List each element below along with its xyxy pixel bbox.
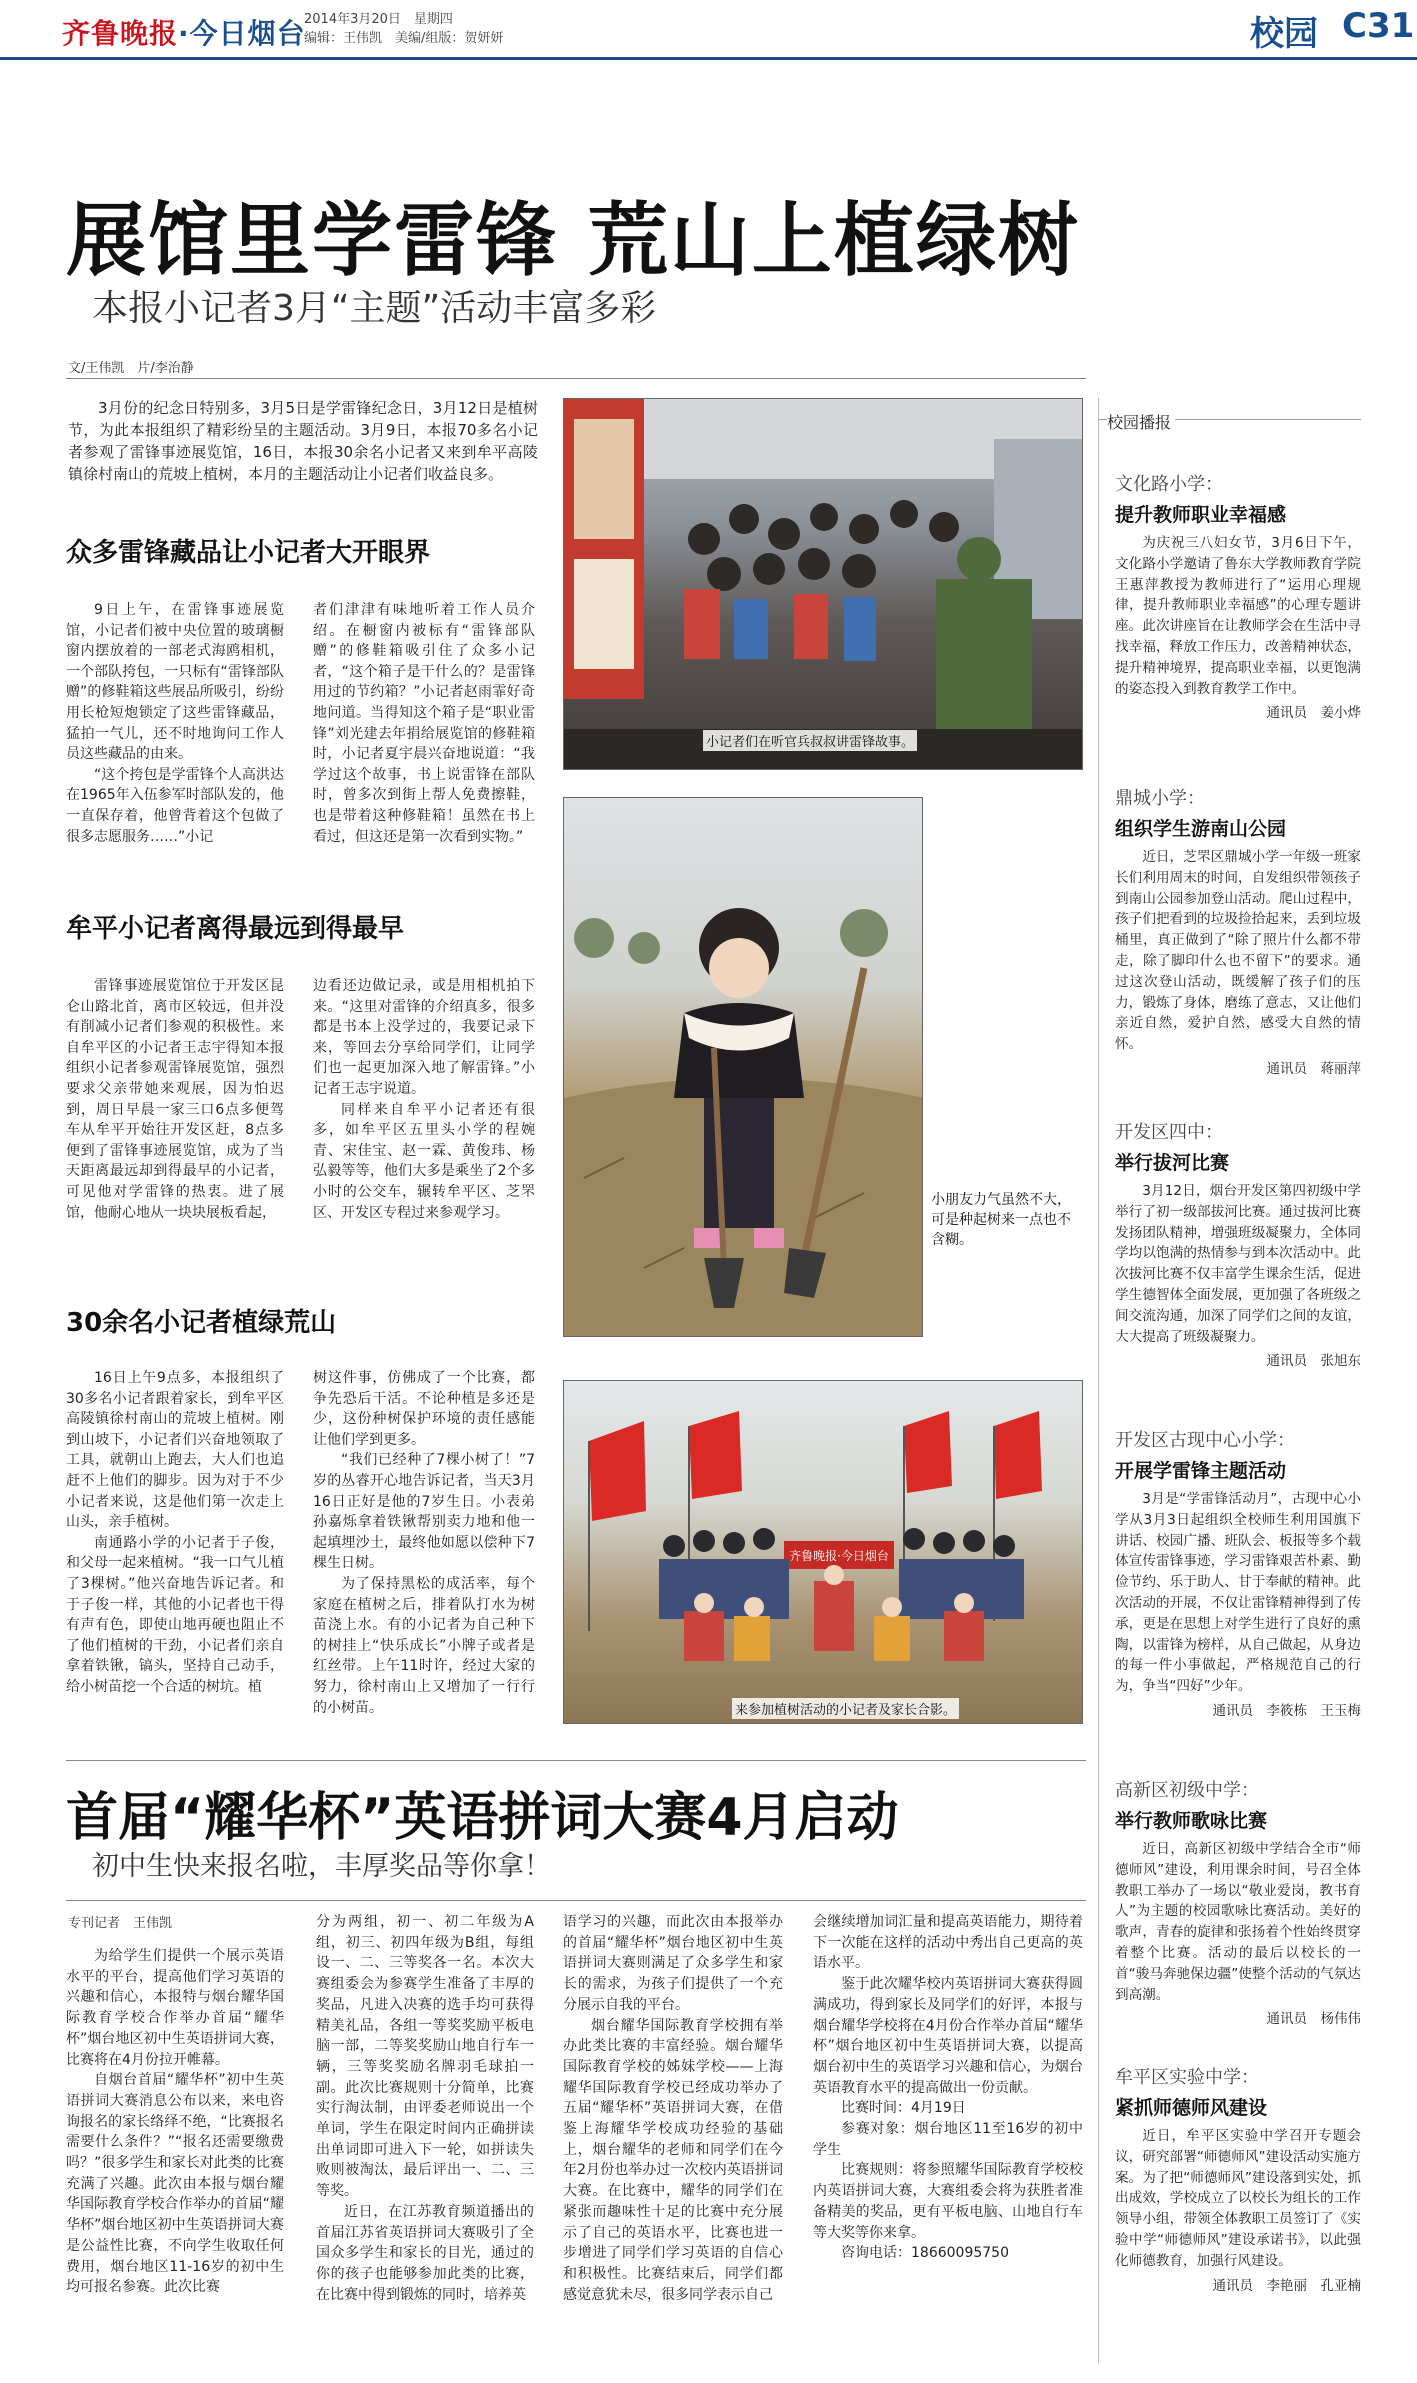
sidebar-item-title: 举行拔河比赛 xyxy=(1115,1152,1230,1174)
sidebar-item-author: 通讯员 蒋丽萍 xyxy=(1266,1060,1361,1077)
sidebar-item-school: 文化路小学： xyxy=(1115,474,1223,495)
sidebar-item-text: 3月是“学雷锋活动月”，古现中心小学从3月3日起组织全校师生利用国旗下讲话、校园广播、班队会、板报等多个载体宣传雷锋事迹，学习雷锋艰苦朴素、勤俭节约、乐于助人、甘于奉献的精神。此次活动的开展，不仅让雷锋精神得到了传承，更是在思想上对学生进行了良好的熏陶，以雷锋为榜样，从自己做起，从身边的每一件小事做起，严格规范自己的行为，争当“四好”少年。 xyxy=(1115,1491,1361,1695)
second-headline: 首届“耀华杯”英语拼词大赛4月启动 xyxy=(66,1788,899,1848)
contest-time: 比赛时间：4月19日 xyxy=(841,2100,966,2117)
photo-girl-planting xyxy=(563,797,923,1337)
divider xyxy=(66,1760,1086,1761)
page-header xyxy=(0,0,1417,60)
sidebar-item-text: 近日，芝罘区鼎城小学一年级一班家长们利用周末的时间，自发组织带领孩子到南山公园参加登山活动。爬山过程中，孩子们把看到的垃圾捡拾起来，丢到垃圾桶里，真正做到了“除了照片什么都不带走，除了脚印什么也不留下”的要求。通过这次登山活动，既缓解了孩子们的压力，锻炼了身体，磨练了意志，又让他们亲近自然，爱护自然，感受大自然的情怀。 xyxy=(1115,849,1361,1053)
article-2-column-1: 为给学生们提供一个展示英语水平的平台，提高他们学习英语的兴趣和信心，本报特与烟台耀华国际教育学校合作举办首届“耀华杯”烟台地区初中生英语拼词大赛，比赛将在4月份拉开帷幕。 自烟台首届“耀华杯”初中生英语拼词大赛消息公布以来，来电咨询报名的家长络绎不绝，“比赛报名需要什么条件？”“报名还需要缴费吗？”很多学生和家长对此类的比赛充满了兴趣。此次由本报与烟台耀华国际教育学校合作举办的首届“耀华杯”烟台地区初中生英语拼词大赛是公益性比赛，不向学生收取任何费用，烟台地区11-16岁的初中生均可报名参赛。此次比赛 xyxy=(66,1948,284,2296)
sidebar-item-title: 开展学雷锋主题活动 xyxy=(1115,1460,1287,1482)
article-2-column-3: 语学习的兴趣，而此次由本报举办的首届“耀华杯”烟台地区初中生英语拼词大赛则满足了众多学生和家长的需求，为孩子们提供了一个充分展示自我的平台。 烟台耀华国际教育学校拥有举办此类比赛的丰富经验。烟台耀华国际教育学校的姊妹学校——上海耀华国际教育学校已经成功举办了五届“耀华杯”英语拼词大赛，在借鉴上海耀华学校成功经验的基础上，烟台耀华的老师和同学们在今年2月份也举办过一次校内英语拼词大赛。在比赛中，耀华的同学们在紧张而趣味性十足的比赛中充分展示了自己的英语水平，比赛也进一步增进了同学们学习英语的自信心和积极性。比赛结束后，同学们都感觉意犹未尽，很多同学表示自己 xyxy=(563,1914,783,2303)
contest-target: 参赛对象：烟台地区11至16岁的初中学生 xyxy=(813,2121,1083,2158)
sidebar-item-title: 组织学生游南山公园 xyxy=(1115,818,1287,840)
sidebar-item-school: 牟平区实验中学： xyxy=(1115,2067,1259,2088)
editor-credits: 编辑：王伟凯 美编/组版：贺妍妍 xyxy=(304,31,504,46)
second-subheadline: 初中生快来报名啦，丰厚奖品等你拿！ xyxy=(92,1851,551,1882)
page-number: C31 xyxy=(1342,6,1415,46)
sidebar-item xyxy=(1115,784,1361,1077)
photo-exhibition xyxy=(563,398,1083,770)
sidebar-item-school: 鼎城小学： xyxy=(1115,788,1205,809)
article-2-column-4: 会继续增加词汇量和提高英语能力，期待着下一次能在这样的活动中秀出自己更高的英语水平。 鉴于此次耀华校内英语拼词大赛获得圆满成功，得到家长及同学们的好评，本报与烟台耀华学校将在4月份合作举办首届“耀华杯”烟台地区初中生英语拼词大赛，以提高烟台初中生的英语学习兴趣和信心，为烟台英语教育水平的提高做出一份贡献。 比赛时间：4月19日 参赛对象：烟台地区11至16岁的初中学生 比赛规则：将参照耀华国际教育学校校内英语拼词大赛，大赛组委会将为获胜者准备精美的奖品，更有平板电脑、山地自行车等大奖等你来拿。 咨询电话：18660095750 xyxy=(813,1912,1083,2366)
header-meta xyxy=(304,10,503,48)
sidebar-item-author: 通讯员 李筱栋 王玉梅 xyxy=(1212,1702,1361,1719)
campus-news-sidebar xyxy=(1098,398,1360,2363)
contest-rules: 比赛规则：将参照耀华国际教育学校校内英语拼词大赛，大赛组委会将为获胜者准备精美的奖品，更有平板电脑、山地自行车等大奖等你来拿。 xyxy=(813,2162,1083,2241)
sidebar-item-school: 开发区四中： xyxy=(1115,1122,1223,1143)
contact-phone: 咨询电话：18660095750 xyxy=(841,2245,1009,2262)
sidebar-item-author: 通讯员 张旭东 xyxy=(1266,1353,1361,1370)
sidebar-item-author: 通讯员 姜小烨 xyxy=(1266,705,1361,722)
section-3-column-1: 16日上午9点多，本报组织了30多名小记者跟着家长，到牟平区高陵镇徐村南山的荒坡上植树。刚到山坡下，小记者们兴奋地领取了工具，就朝山上跑去，大人们也追赶不上他们的脚步。因为对于不少小记者来说，这是他们第一次走上山头，亲手植树。 南通路小学的小记者于子俊，和父母一起来植树。“我一口气儿植了3棵树。”他兴奋地告诉记者。和于子俊一样，其他的小记者也干得有声有色，即使山地再硬也阻止不了他们植树的干劲，小记者们亲自拿着铁锹，镐头，坚持自己动手，给小树苗挖一个合适的树坑。植 xyxy=(66,1370,284,1695)
article-2-column-2: 分为两组，初一、初二年级为A组，初三、初四年级为B组，每组设一、二、三等奖各一名。本次大赛组委会为参赛学生准备了丰厚的奖品，凡进入决赛的选手均可获得精美礼品，各组一等奖奖励平板电脑一部，二等奖奖励山地自行车一辆，三等奖奖励名牌羽毛球拍一副。此次比赛规则十分简单，比赛实行淘汰制，由评委老师说出一个单词，学生在限定时间内正确拼读出单词即可进入下一轮，如拼读失败则被淘汰，最后评出一、二、三等奖。 近日，在江苏教育频道播出的首届江苏省英语拼词大赛吸引了全国众多学生和家长的目光，通过的你的孩子也能够参加此类的比赛，在比赛中得到锻炼的同时，培养英 xyxy=(316,1914,534,2303)
section-2-column-2: 边看还边做记录，或是用相机拍下来。“这里对雷锋的介绍真多，很多都是书本上没学过的，我要记录下来，等回去分享给同学们，让同学们也一起更加深入地了解雷锋。”小记者王志宇说道。 同样来自牟平小记者还有很多，如牟平区五里头小学的程婉青、宋佳宝、赵一霖、黄俊玮、杨弘毅等等，他们大多是乘坐了2个多小时的公交车，辗转牟平区、芝罘区、开发区专程过来参观学习。 xyxy=(313,978,535,1221)
sidebar-item xyxy=(1115,1776,1361,2027)
sidebar-item xyxy=(1115,1426,1361,1719)
sidebar-item-text: 3月12日，烟台开发区第四初级中学举行了初一级部拔河比赛。通过拔河比赛发扬团队精神，增强班级凝聚力，全体同学均以饱满的热情参与到本次活动中。此次拔河比赛不仅丰富学生课余生活，促进学生德智体全面发展，更加强了各班级之间交流沟通，加深了同学们之间的友谊，大大提高了班级凝聚力。 xyxy=(1115,1183,1361,1345)
sidebar-item-text: 为庆祝三八妇女节，3月6日下午，文化路小学邀请了鲁东大学教师教育学院王惠萍教授为教师进行了“运用心理规律，提升教师职业幸福感”的心理专题讲座。此次讲座旨在让教师学会在生活中寻找幸福，释放工作压力，改善精神状态，提升精神境界，提高职业幸福，以更饱满的姿态投入到教育教学工作中。 xyxy=(1115,535,1361,697)
section-2-column-1: 雷锋事迹展览馆位于开发区昆仑山路北首，离市区较远，但并没有削减小记者们参观的积极性。来自牟平区的小记者王志宇得知本报组织小记者参观雷锋展览馆，强烈要求父亲带她来观展，因为怕迟到，周日早晨一家三口6点多便驾车从牟平开始往开发区赶，8点多便到了雷锋事迹展览馆，成为了当天距离最远却到得最早的小记者，可见他对学雷锋的热衷。进了展馆，他耐心地从一块块展板看起， xyxy=(66,978,284,1221)
sidebar-item xyxy=(1115,2063,1361,2294)
sidebar-item-text: 近日，高新区初级中学结合全市“师德师风”建设，利用课余时间，号召全体教职工举办了一场以“敬业爱岗，教书育人”为主题的校园歌咏比赛活动。美好的歌声，青春的旋律和张扬着个性始终贯穿着整个比赛。活动的最后以校长的一首“骏马奔驰保边疆”使整个活动的气氛达到高潮。 xyxy=(1115,1841,1361,2003)
section-heading-2: 牟平小记者离得最远到得最早 xyxy=(66,914,405,944)
sidebar-item-author: 通讯员 李艳丽 孔亚楠 xyxy=(1212,2277,1361,2294)
byline: 文/王伟凯 片/李治静 xyxy=(68,361,194,376)
group-photo-banner: 齐鲁晚报·今日烟台 xyxy=(789,1549,889,1563)
divider xyxy=(66,378,1086,379)
sidebar-item-school: 开发区古现中心小学： xyxy=(1115,1430,1295,1451)
section-name: 校园 xyxy=(1250,14,1318,54)
sidebar-item-title: 举行教师歌咏比赛 xyxy=(1115,1810,1268,1832)
photo-exhibition-caption: 小记者们在听官兵叔叔讲雷锋故事。 xyxy=(703,730,917,751)
newspaper-brand: 齐鲁晚报·今日烟台 xyxy=(62,17,306,50)
photo-girl-caption: 小朋友力气虽然不大，可是种起树来一点也不含糊。 xyxy=(931,1192,1071,1248)
section-1-column-1: 9日上午，在雷锋事迹展览馆，小记者们被中央位置的玻璃橱窗内摆放着的一部老式海鸥相机，一个部队挎包，一只标有“雷锋部队赠”的修鞋箱这些展品所吸引，纷纷用长枪短炮锁定了这些雷锋藏品，猛拍一气儿，还不时地询问工作人员这些藏品的由来。 “这个挎包是学雷锋个人高洪达在1965年入伍参军时部队发的，他一直保存着，他曾背着这个包做了很多志愿服务……”小记 xyxy=(66,602,284,845)
sidebar-item-text: 近日，牟平区实验中学召开专题会议，研究部署“师德师风”建设活动实施方案。为了把“师德师风”建设落到实处，抓出成效，学校成立了以校长为组长的工作领导小组，带领全体教职工员签订了《实验中学“师德师风”建设承诺书》，以此强化师德教育，加强行风建设。 xyxy=(1115,2128,1361,2269)
photo-group xyxy=(563,1380,1083,1724)
main-subheadline: 本报小记者3月“主题”活动丰富多彩 xyxy=(92,288,657,329)
section-3-column-2: 树这件事，仿佛成了一个比赛，都争先恐后干活。不论种植是多还是少，这份种树保护环境的责任感能让他们学到更多。 “我们已经种了7棵小树了！”7岁的丛睿开心地告诉记者，当天3月16日正好是他的7岁生日。小表弟孙嘉烁拿着铁锹帮别卖力地和他一起填埋沙土，最终他如愿以偿种下7棵生日树。 为了保持黑松的成活率，每个家庭在植树之后，排着队打水为树苗浇上水。有的小记者为自己种下的树挂上“快乐成长”小牌子或者是红丝带。上午11时许，经过大家的努力，徐村南山上又增加了一行行的小树苗。 xyxy=(313,1370,535,1716)
lead-paragraph: 3月份的纪念日特别多，3月5日是学雷锋纪念日，3月12日是植树节，为此本报组织了精彩纷呈的主题活动。3月9日，本报70多名小记者参观了雷锋事迹展览馆，16日，本报30余名小记者又来到牟平高陵镇徐村南山的荒坡上植树，本月的主题活动让小记者们收益良多。 xyxy=(68,399,538,483)
group-scene-image xyxy=(564,1381,1083,1724)
photo-group-caption: 来参加植树活动的小记者及家长合影。 xyxy=(732,1698,959,1719)
second-byline: 专刊记者 王伟凯 xyxy=(68,1916,173,1931)
sidebar-item xyxy=(1115,470,1361,721)
sidebar-title: 校园播报 xyxy=(1107,410,1175,433)
sidebar-item-title: 提升教师职业幸福感 xyxy=(1115,504,1287,526)
section-1-column-2: 者们津津有味地听着工作人员介绍。在橱窗内被标有“雷锋部队赠”的修鞋箱吸引住了众多小记者，“这个箱子是干什么的？是雷锋用过的节约箱？”小记者赵雨霏好奇地问道。当得知这个箱子是“职业雷锋”刘光建去年捐给展览馆的修鞋箱时，小记者夏宇晨兴奋地说道：“我学过这个故事，书上说雷锋在部队时，曾多次到街上帮人免费擦鞋，也是带着这种修鞋箱！虽然在书上看过，但这还是第一次看到实物。” xyxy=(313,602,535,845)
issue-date: 2014年3月20日 星期四 xyxy=(304,12,453,27)
exhibition-scene-image xyxy=(564,399,1083,770)
sidebar-item-title: 紧抓师德师风建设 xyxy=(1115,2097,1268,2119)
divider xyxy=(66,1900,1086,1901)
planting-scene-image xyxy=(564,798,923,1337)
sidebar-item-school: 高新区初级中学： xyxy=(1115,1780,1259,1801)
sidebar-item xyxy=(1115,1118,1361,1369)
section-heading-1: 众多雷锋藏品让小记者大开眼界 xyxy=(66,538,431,568)
sidebar-item-author: 通讯员 杨伟伟 xyxy=(1266,2011,1361,2028)
main-headline: 展馆里学雷锋 荒山上植绿树 xyxy=(66,194,1080,287)
section-heading-3: 30余名小记者植绿荒山 xyxy=(66,1308,337,1338)
